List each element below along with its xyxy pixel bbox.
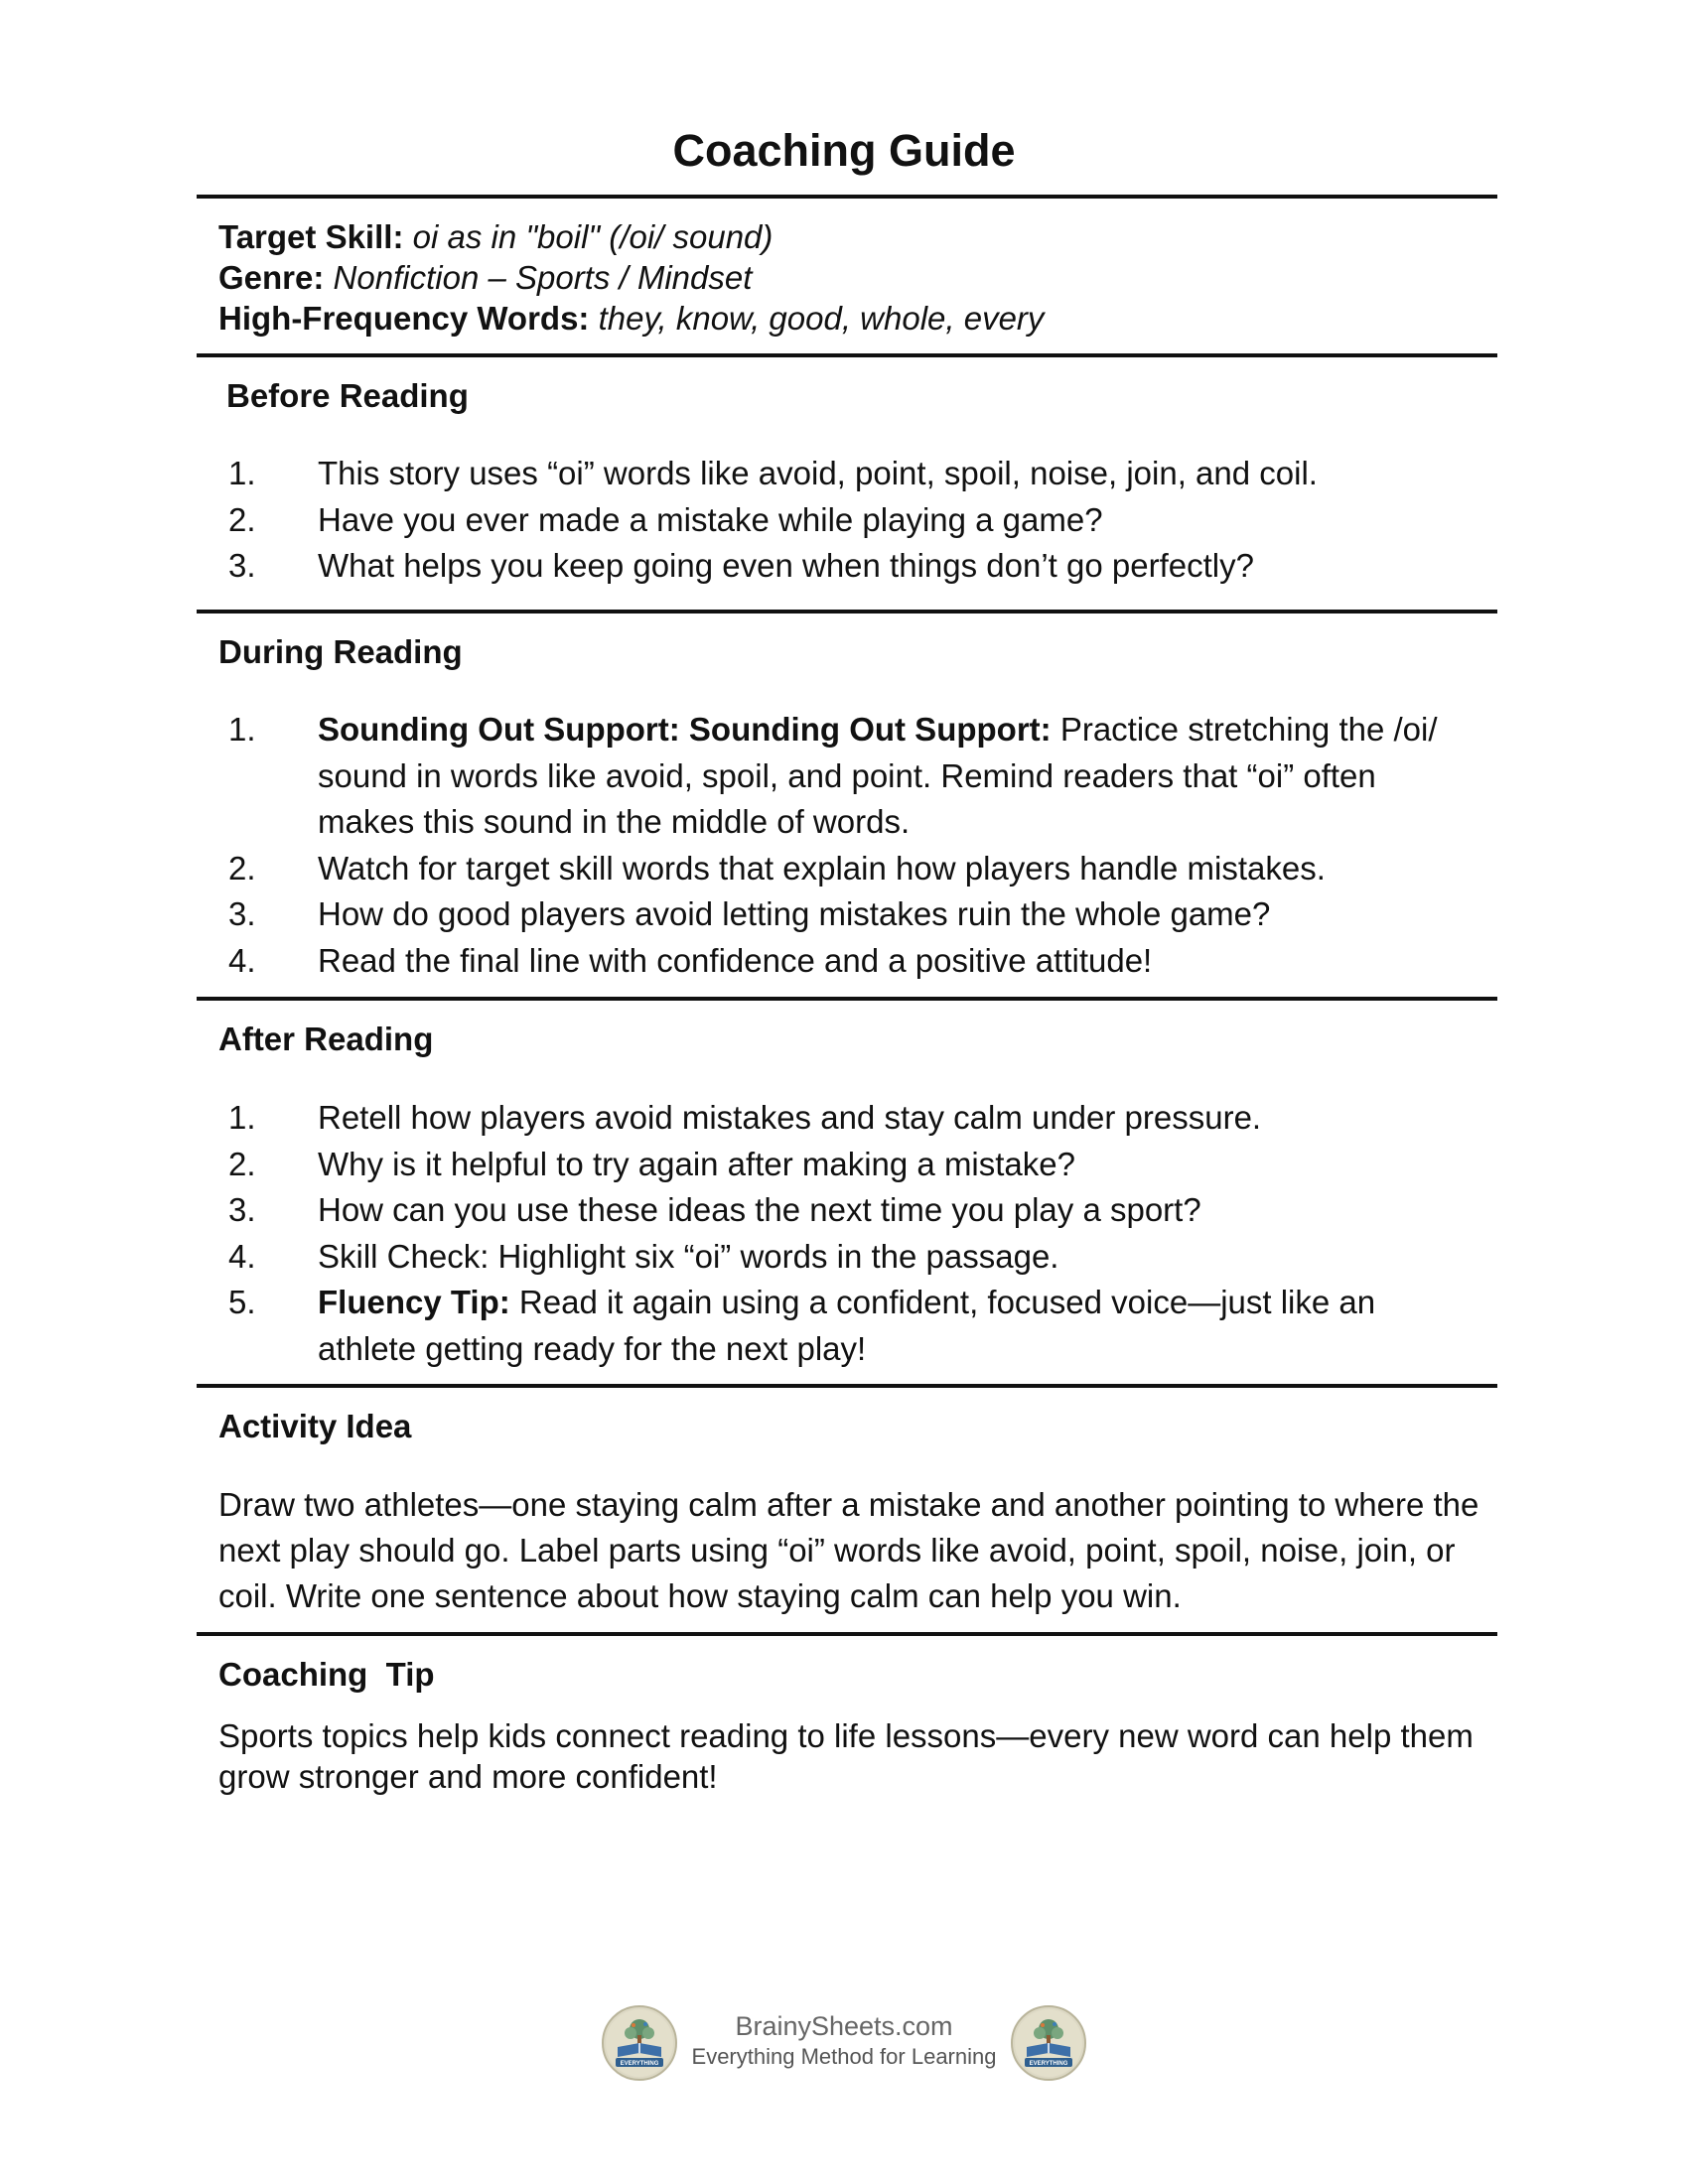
high-frequency-words-value: they, know, good, whole, every bbox=[598, 300, 1045, 337]
list-number: 4. bbox=[228, 1237, 256, 1275]
list-number: 1. bbox=[228, 711, 256, 748]
after-reading-heading: After Reading bbox=[218, 1021, 434, 1057]
list-number: 2. bbox=[228, 500, 256, 538]
list-text: Why is it helpful to try again after making a mistake? bbox=[318, 1145, 1075, 1182]
list-item bbox=[228, 497, 1489, 544]
coaching-tip-heading: Coaching Tip bbox=[218, 1656, 435, 1693]
high-frequency-words-label: High-Frequency Words: bbox=[218, 300, 590, 337]
list-text-bold: Fluency Tip: bbox=[318, 1284, 510, 1320]
list-number: 1. bbox=[228, 1099, 256, 1136]
list-text: Watch for target skill words that explain how players handle mistakes. bbox=[318, 849, 1326, 887]
list-number: 2. bbox=[228, 849, 256, 887]
list-item bbox=[228, 543, 1489, 590]
target-skill-value: oi as in "boil" (/oi/ sound) bbox=[412, 218, 774, 255]
activity-idea-text: Draw two athletes—one staying calm after a mistake and another pointing to where the next play should go. Label parts using “oi” words like avoid, point, spoil, noise, join, or coil. Write one sentence about how staying calm can help you win. bbox=[218, 1486, 1479, 1614]
brand-logo-right bbox=[1011, 2005, 1086, 2081]
footer-site-name: BrainySheets.com bbox=[735, 2011, 953, 2041]
during-reading-heading: During Reading bbox=[218, 633, 463, 670]
list-text: How can you use these ideas the next time you play a sport? bbox=[318, 1191, 1201, 1228]
list-text bbox=[318, 1280, 1470, 1372]
genre-value: Nonfiction – Sports / Mindset bbox=[333, 259, 753, 296]
footer-tagline: Everything Method for Learning bbox=[691, 2044, 997, 2069]
page-title: Coaching Guide bbox=[672, 125, 1016, 176]
genre-row bbox=[218, 257, 1479, 298]
list-number: 3. bbox=[228, 1191, 256, 1228]
book-tree-logo-icon bbox=[604, 2007, 675, 2079]
before-reading-heading: Before Reading bbox=[226, 377, 469, 414]
list-text: This story uses “oi” words like avoid, point, spoil, noise, join, and coil. bbox=[318, 455, 1318, 491]
target-skill-row bbox=[218, 216, 1479, 257]
list-item bbox=[228, 1234, 1489, 1281]
footer bbox=[0, 2005, 1688, 2095]
list-text-rest: Practice stretching the /oi/ sound in words like avoid, spoil, and point. Remind readers that “oi” often makes this sound in the middle of words. bbox=[318, 711, 1438, 840]
list-number: 5. bbox=[228, 1284, 256, 1320]
high-frequency-words-row bbox=[218, 298, 1479, 339]
divider bbox=[197, 195, 1497, 199]
list-number: 4. bbox=[228, 941, 256, 979]
divider bbox=[197, 353, 1497, 357]
skill-summary bbox=[218, 216, 1479, 339]
list-item bbox=[228, 1142, 1489, 1188]
activity-idea-heading: Activity Idea bbox=[218, 1408, 412, 1444]
list-number: 2. bbox=[228, 1145, 256, 1182]
list-text-rest: Read it again using a confident, focused voice—just like an athlete getting ready for the next play! bbox=[318, 1284, 1376, 1367]
divider bbox=[197, 610, 1497, 614]
list-text: Skill Check: Highlight six “oi” words in the passage. bbox=[318, 1237, 1059, 1275]
footer-text bbox=[685, 2009, 1003, 2071]
list-item bbox=[228, 1095, 1489, 1142]
list-item bbox=[228, 938, 1489, 985]
list-text: Have you ever made a mistake while playing a game? bbox=[318, 500, 1103, 538]
list-number: 3. bbox=[228, 895, 256, 932]
after-reading-list bbox=[228, 1095, 1489, 1372]
list-item bbox=[228, 1187, 1489, 1234]
target-skill-label: Target Skill: bbox=[218, 218, 404, 255]
list-item bbox=[228, 707, 1489, 846]
list-number: 3. bbox=[228, 547, 256, 584]
list-text: How do good players avoid letting mistakes ruin the whole game? bbox=[318, 895, 1271, 932]
divider bbox=[197, 997, 1497, 1001]
svg-text:EVERYTHING: EVERYTHING bbox=[1029, 2061, 1068, 2067]
list-text-bold: Sounding Out Support: Sounding Out Support: bbox=[318, 711, 1052, 748]
list-text: Retell how players avoid mistakes and stay calm under pressure. bbox=[318, 1099, 1262, 1136]
list-text: Read the final line with confidence and a positive attitude! bbox=[318, 941, 1153, 979]
before-reading-list bbox=[228, 451, 1489, 590]
divider bbox=[197, 1632, 1497, 1636]
list-item bbox=[228, 451, 1489, 497]
list-item bbox=[228, 891, 1489, 938]
during-reading-list bbox=[228, 707, 1489, 984]
list-text: What helps you keep going even when things don’t go perfectly? bbox=[318, 547, 1254, 584]
list-item bbox=[228, 1280, 1489, 1372]
divider bbox=[197, 1384, 1497, 1388]
book-tree-logo-icon bbox=[1013, 2007, 1084, 2079]
coaching-tip-text: Sports topics help kids connect reading to life lessons—every new word can help them grow stronger and more confident! bbox=[218, 1717, 1474, 1795]
brand-logo-left bbox=[602, 2005, 677, 2081]
genre-label: Genre: bbox=[218, 259, 325, 296]
list-item bbox=[228, 846, 1489, 892]
list-number: 1. bbox=[228, 455, 256, 491]
list-text bbox=[318, 707, 1470, 846]
svg-text:EVERYTHING: EVERYTHING bbox=[620, 2061, 659, 2067]
